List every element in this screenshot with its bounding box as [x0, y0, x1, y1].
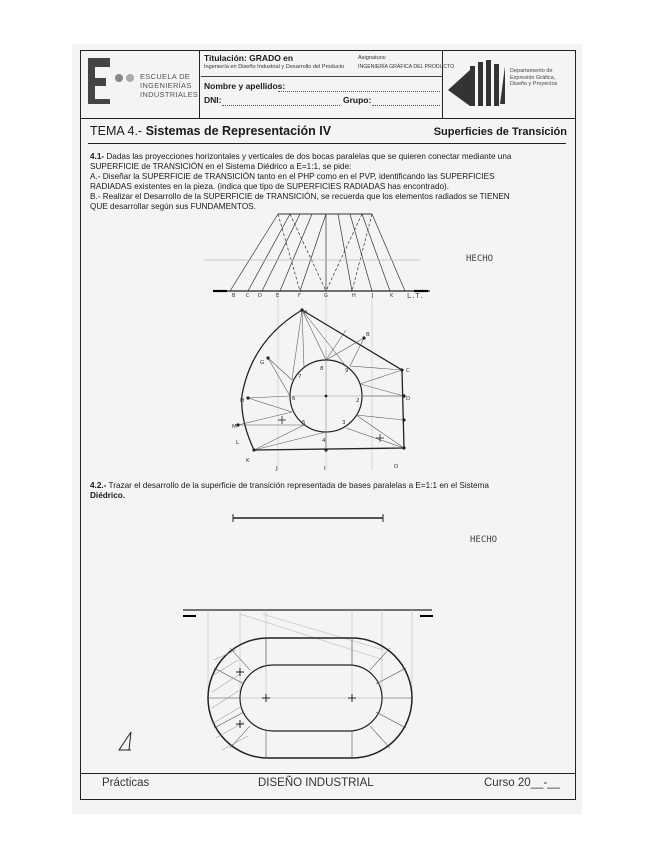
tema-number: TEMA 4.-: [90, 124, 143, 138]
svg-text:B: B: [366, 332, 370, 338]
school-line: INDUSTRIALES: [140, 90, 199, 99]
lt-label: L.T.: [407, 292, 424, 300]
svg-text:F: F: [298, 293, 301, 299]
school-line: INGENIERÍAS: [140, 81, 192, 90]
svg-text:A: A: [304, 310, 308, 316]
exercise-1-line: SUPERFICIE de TRANSICIÓN en el Sistema Diédrico a E=1:1, se pide:: [90, 162, 352, 171]
titulacion-value: Ingeniería en Diseño Industrial y Desarrollo del Producto: [204, 64, 345, 70]
svg-text:K: K: [246, 458, 250, 464]
exercise-1-number: 4.1-: [90, 152, 105, 161]
svg-text:E: E: [276, 293, 280, 299]
dept-line: Departamento de: [510, 68, 553, 74]
asignatura-value: INGENIERÍA GRÁFICA DEL PRODUCTO: [358, 64, 455, 70]
titulacion-label: Titulación: GRADO en: [204, 53, 294, 63]
tema-name: Sistemas de Representación IV: [145, 124, 332, 138]
nombre-label: Nombre y apellidos:: [204, 81, 286, 91]
svg-text:G: G: [260, 360, 265, 366]
svg-text:9: 9: [345, 368, 349, 374]
triangle-mark-icon: [119, 732, 131, 750]
svg-text:G: G: [324, 293, 328, 299]
svg-text:L: L: [236, 440, 240, 446]
footer-curso: Curso 20__-__: [484, 777, 561, 789]
school-line: ESCUELA DE: [140, 72, 191, 81]
svg-text:D: D: [258, 293, 262, 299]
svg-text:5: 5: [302, 420, 306, 426]
footer-course-name: DISEÑO INDUSTRIAL: [258, 777, 374, 789]
svg-text:C: C: [246, 293, 250, 299]
svg-text:D: D: [394, 464, 399, 470]
dni-label: DNI:: [204, 95, 222, 105]
exercise-2-line: Diédrico.: [90, 491, 126, 500]
svg-text:H: H: [240, 398, 245, 404]
exercise-1-part-a-cont: RADIADAS existentes en la pieza. (indica que tipo de SUPERFICIES RADIADAS has encontrado).: [90, 182, 450, 191]
svg-text:7: 7: [298, 374, 302, 380]
exercise-2-text: Trazar el desarrollo de la superficie de transición representada de bases paralelas a E=1:1 en el Sistema: [108, 481, 489, 490]
svg-text:H: H: [352, 293, 356, 299]
handwritten-hecho-1: HECHO: [466, 254, 494, 264]
svg-text:J: J: [276, 466, 278, 472]
svg-text:C: C: [406, 368, 410, 374]
svg-text:3: 3: [342, 420, 346, 426]
svg-text:4: 4: [322, 438, 326, 444]
exercise-1-part-b-cont: QUE desarrollar según sus FUNDAMENTOS.: [90, 202, 256, 211]
grupo-label: Grupo:: [343, 95, 372, 105]
footer-practicas: Prácticas: [102, 777, 150, 789]
svg-text:M: M: [232, 424, 237, 430]
exercise-1-part-b: B.- Realizar el Desarrollo de la SUPERFICIE de TRANSICIÓN, se recuerda que los elementos radiados se TIENEN: [90, 192, 510, 201]
svg-text:B: B: [232, 293, 236, 299]
footer-rule: [80, 773, 576, 774]
dept-line: Diseño y Proyectos: [510, 81, 558, 87]
handwritten-hecho-2: HECHO: [470, 535, 498, 545]
svg-text:J: J: [372, 293, 374, 299]
page-subtitle: Superficies de Transición: [433, 126, 567, 138]
asignatura-label: Asignatura:: [358, 55, 387, 61]
exercise-2-number: 4.2.-: [90, 481, 107, 490]
svg-text:D: D: [406, 396, 411, 402]
exercise-1-part-a: A.- Diseñar la SUPERFICIE de TRANSICIÓN tanto en el PHP como en el PVP, identificando las SUPERFICIES: [90, 172, 495, 181]
svg-text:2: 2: [356, 398, 360, 404]
svg-text:6: 6: [292, 396, 296, 402]
svg-text:K: K: [390, 293, 394, 299]
svg-text:I: I: [324, 466, 326, 472]
dept-line: Expresión Gráfica,: [510, 74, 556, 81]
exercise-1-text: Dadas las proyecciones horizontales y verticales de dos bocas paralelas que se quieren conectar mediante una: [106, 152, 512, 161]
reference-lines: [208, 610, 412, 700]
svg-text:8: 8: [320, 366, 324, 372]
